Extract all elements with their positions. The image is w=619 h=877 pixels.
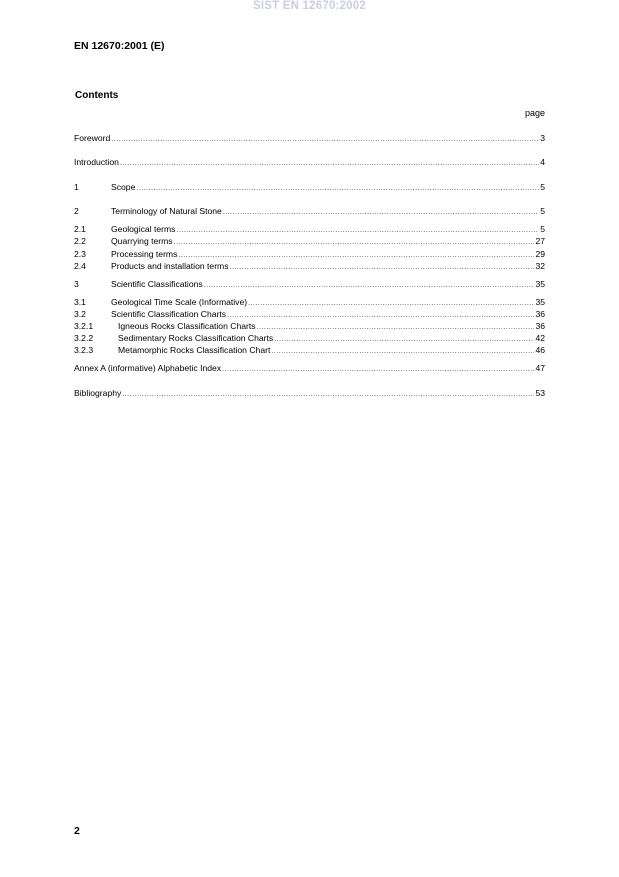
- toc-entry-number: 2.2: [74, 236, 86, 246]
- toc-entry[interactable]: [74, 309, 545, 320]
- toc-entry-title: Scientific Classifications: [111, 279, 203, 289]
- dot-leader: [257, 322, 535, 333]
- toc-entry-title: Foreword: [74, 133, 111, 143]
- toc-entry-number: 1: [74, 182, 79, 192]
- toc-entry-number: 3.1: [74, 297, 86, 307]
- dot-leader: [136, 183, 539, 194]
- toc-entry[interactable]: [74, 133, 545, 144]
- dot-leader: [176, 225, 539, 236]
- toc-entry-number: 3: [74, 279, 79, 289]
- toc-entry[interactable]: [74, 279, 545, 290]
- toc-entry[interactable]: [74, 206, 545, 217]
- toc-entry-title: Terminology of Natural Stone: [111, 206, 222, 216]
- dot-leader: [274, 334, 534, 345]
- toc-entry-title: Metamorphic Rocks Classification Chart: [118, 345, 271, 355]
- toc-entry-number: 3.2.2: [74, 333, 94, 343]
- toc-entry-title: Products and installation terms: [111, 261, 229, 271]
- document-id: EN 12670:2001 (E): [74, 40, 165, 52]
- toc-entry[interactable]: [74, 345, 545, 356]
- toc-entry-title: Geological terms: [111, 224, 176, 234]
- toc-entry[interactable]: [74, 333, 545, 344]
- toc-entry-page: 46: [535, 345, 545, 355]
- toc-entry-number: 2: [74, 206, 79, 216]
- dot-leader: [223, 207, 539, 218]
- toc-entry-page: 32: [535, 261, 545, 271]
- page-column-label: page: [524, 108, 545, 118]
- toc-entry[interactable]: [74, 261, 545, 272]
- toc-entry[interactable]: [74, 236, 545, 247]
- toc-entry[interactable]: [74, 224, 545, 235]
- toc-entry-page: 3: [540, 133, 545, 143]
- toc-entry-page: 5: [540, 224, 545, 234]
- toc-entry-page: 42: [535, 333, 545, 343]
- dot-leader: [271, 346, 534, 357]
- toc-entry[interactable]: [74, 249, 545, 260]
- toc-entry[interactable]: [74, 182, 545, 193]
- toc-entry-number: 2.3: [74, 249, 86, 259]
- toc-entry-page: 5: [540, 206, 545, 216]
- toc-entry-number: 2.1: [74, 224, 86, 234]
- dot-leader: [227, 310, 534, 321]
- toc-entry-page: 36: [535, 309, 545, 319]
- toc-entry-page: 35: [535, 297, 545, 307]
- toc-entry-page: 5: [540, 182, 545, 192]
- toc-entry-title: Introduction: [74, 157, 119, 167]
- dot-leader: [120, 158, 539, 169]
- toc-entry-title: Igneous Rocks Classification Charts: [118, 321, 256, 331]
- page-number: 2: [74, 825, 80, 837]
- toc-entry[interactable]: [74, 388, 545, 399]
- toc-entry-page: 36: [535, 321, 545, 331]
- dot-leader: [230, 262, 535, 273]
- toc-entry[interactable]: [74, 297, 545, 308]
- toc-entry-title: Sedimentary Rocks Classification Charts: [118, 333, 274, 343]
- toc-entry-title: Geological Time Scale (Informative): [111, 297, 248, 307]
- toc-entry-page: 53: [535, 388, 545, 398]
- dot-leader: [174, 237, 535, 248]
- toc-entry-number: 3.2.3: [74, 345, 94, 355]
- watermark: SIST EN 12670:2002: [253, 0, 366, 12]
- toc-entry-title: Processing terms: [111, 249, 178, 259]
- toc-entry-number: 2.4: [74, 261, 86, 271]
- dot-leader: [248, 298, 534, 309]
- toc-entry-number: 3.2: [74, 309, 86, 319]
- dot-leader: [204, 280, 535, 291]
- dot-leader: [111, 134, 539, 145]
- toc-entry-page: 4: [540, 157, 545, 167]
- toc-entry-title: Scientific Classification Charts: [111, 309, 227, 319]
- toc-entry-page: 35: [535, 279, 545, 289]
- toc-entry-page: 47: [535, 363, 545, 373]
- dot-leader: [178, 250, 534, 261]
- toc-entry-page: 27: [535, 236, 545, 246]
- toc-entry-title: Bibliography: [74, 388, 122, 398]
- toc-entry-page: 29: [535, 249, 545, 259]
- toc-entry-title: Annex A (informative) Alphabetic Index: [74, 363, 222, 373]
- toc-entry[interactable]: [74, 363, 545, 374]
- contents-heading: Contents: [75, 90, 119, 101]
- toc-entry-title: Scope: [111, 182, 136, 192]
- toc-entry-number: 3.2.1: [74, 321, 94, 331]
- dot-leader: [222, 364, 534, 375]
- toc-entry-title: Quarrying terms: [111, 236, 173, 246]
- dot-leader: [122, 389, 534, 400]
- toc-entry[interactable]: [74, 157, 545, 168]
- toc-entry[interactable]: [74, 321, 545, 332]
